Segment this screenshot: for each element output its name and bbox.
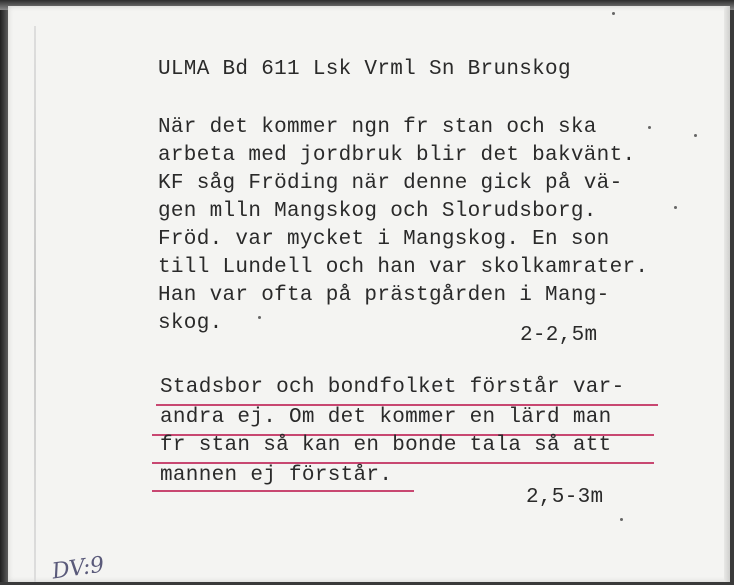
p2-line-2: andra ej. Om det kommer en lärd man [160,406,612,429]
p1-line-2: arbeta med jordbruk blir det bakvänt. [158,144,636,167]
stray-mark [648,126,651,129]
card-header: ULMA Bd 611 Lsk Vrml Sn Brunskog [158,58,571,81]
p2-line-1: Stadsbor och bondfolket förstår var- [160,376,625,399]
p2-range: 2,5-3m [526,486,604,509]
stray-mark [694,134,697,137]
card-fold-line [34,26,36,582]
archive-stamp: DV:9 [50,552,106,585]
index-card [8,6,730,585]
p1-line-6: till Lundell och han var skolkamrater. [158,256,649,279]
card-edge [724,6,730,582]
stray-mark [258,316,261,319]
p1-line-3: KF såg Fröding när denne gick på vä- [158,172,623,195]
p1-line-8: skog. [158,312,223,335]
p1-range: 2-2,5m [520,324,598,347]
stray-mark [674,206,677,209]
p2-line-4: mannen ej förstår. [160,464,393,487]
p1-line-5: Fröd. var mycket i Mangskog. En son [158,228,610,251]
p1-line-7: Han var ofta på prästgården i Mang- [158,284,610,307]
stray-mark [620,518,623,521]
p1-line-4: gen mlln Mangskog och Slorudsborg. [158,200,597,223]
p1-line-1: När det kommer ngn fr stan och ska [158,116,597,139]
underline-4 [152,490,414,492]
p2-line-3: fr stan så kan en bonde tala så att [160,434,612,457]
stray-mark [612,12,615,15]
